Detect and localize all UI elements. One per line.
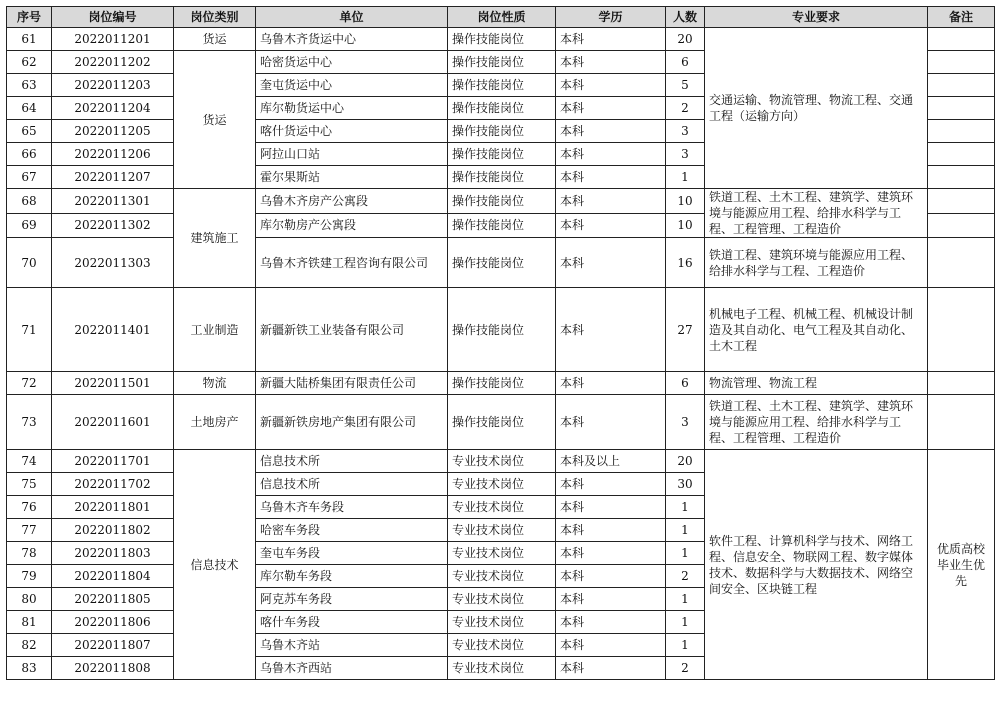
cell-count: 10 [666, 213, 705, 238]
cell-education: 本科 [556, 189, 666, 214]
cell-code: 2022011201 [52, 28, 174, 51]
cell-unit: 乌鲁木齐铁建工程咨询有限公司 [256, 238, 448, 288]
cell-no: 80 [7, 588, 52, 611]
cell-count: 1 [666, 542, 705, 565]
cell-nature: 专业技术岗位 [448, 450, 556, 473]
cell-count: 20 [666, 28, 705, 51]
cell-code: 2022011501 [52, 372, 174, 395]
cell-unit: 阿克苏车务段 [256, 588, 448, 611]
cell-code: 2022011802 [52, 519, 174, 542]
cell-no: 76 [7, 496, 52, 519]
cell-education: 本科 [556, 288, 666, 372]
cell-count: 1 [666, 611, 705, 634]
cell-count: 6 [666, 372, 705, 395]
table-row [7, 189, 995, 214]
cell-code: 2022011805 [52, 588, 174, 611]
cell-education: 本科 [556, 519, 666, 542]
cell-no: 64 [7, 97, 52, 120]
cell-count: 10 [666, 189, 705, 214]
cell-nature: 专业技术岗位 [448, 565, 556, 588]
cell-nature: 操作技能岗位 [448, 288, 556, 372]
cell-no: 79 [7, 565, 52, 588]
cell-note [928, 166, 995, 189]
cell-unit: 信息技术所 [256, 450, 448, 473]
cell-major: 机械电子工程、机械工程、机械设计制造及其自动化、电气工程及其自动化、土木工程 [705, 288, 928, 372]
cell-no: 74 [7, 450, 52, 473]
cell-note [928, 213, 995, 238]
cell-note [928, 189, 995, 214]
cell-no: 73 [7, 395, 52, 450]
cell-count: 6 [666, 51, 705, 74]
cell-nature: 操作技能岗位 [448, 51, 556, 74]
cell-code: 2022011303 [52, 238, 174, 288]
cell-unit: 奎屯货运中心 [256, 74, 448, 97]
cell-code: 2022011302 [52, 213, 174, 238]
cell-education: 本科 [556, 473, 666, 496]
cell-code: 2022011401 [52, 288, 174, 372]
cell-code: 2022011206 [52, 143, 174, 166]
cell-unit: 新疆新铁工业装备有限公司 [256, 288, 448, 372]
cell-note [928, 28, 995, 51]
cell-education: 本科 [556, 166, 666, 189]
cell-major: 铁道工程、土木工程、建筑学、建筑环境与能源应用工程、给排水科学与工程、工程管理、工程造价 [705, 189, 928, 238]
cell-nature: 专业技术岗位 [448, 519, 556, 542]
cell-category: 物流 [174, 372, 256, 395]
cell-code: 2022011806 [52, 611, 174, 634]
cell-note [928, 238, 995, 288]
cell-nature: 操作技能岗位 [448, 143, 556, 166]
cell-code: 2022011203 [52, 74, 174, 97]
cell-category: 货运 [174, 28, 256, 51]
cell-major: 铁道工程、建筑环境与能源应用工程、给排水科学与工程、工程造价 [705, 238, 928, 288]
cell-nature: 操作技能岗位 [448, 120, 556, 143]
cell-no: 66 [7, 143, 52, 166]
cell-education: 本科 [556, 74, 666, 97]
cell-nature: 操作技能岗位 [448, 97, 556, 120]
cell-unit: 霍尔果斯站 [256, 166, 448, 189]
cell-count: 5 [666, 74, 705, 97]
cell-no: 65 [7, 120, 52, 143]
table-row [7, 395, 995, 450]
cell-nature: 操作技能岗位 [448, 238, 556, 288]
cell-code: 2022011204 [52, 97, 174, 120]
cell-unit: 新疆新铁房地产集团有限公司 [256, 395, 448, 450]
cell-unit: 阿拉山口站 [256, 143, 448, 166]
cell-no: 78 [7, 542, 52, 565]
cell-count: 1 [666, 496, 705, 519]
header-code: 岗位编号 [52, 7, 174, 28]
cell-code: 2022011808 [52, 657, 174, 680]
cell-no: 71 [7, 288, 52, 372]
table-row [7, 238, 995, 288]
cell-unit: 哈密车务段 [256, 519, 448, 542]
cell-category: 土地房产 [174, 395, 256, 450]
cell-note [928, 143, 995, 166]
cell-nature: 操作技能岗位 [448, 166, 556, 189]
cell-unit: 喀什货运中心 [256, 120, 448, 143]
cell-unit: 乌鲁木齐站 [256, 634, 448, 657]
header-count: 人数 [666, 7, 705, 28]
cell-education: 本科 [556, 395, 666, 450]
cell-education: 本科 [556, 238, 666, 288]
cell-no: 69 [7, 213, 52, 238]
cell-count: 2 [666, 565, 705, 588]
table-header [7, 7, 995, 28]
cell-no: 81 [7, 611, 52, 634]
cell-count: 2 [666, 97, 705, 120]
cell-no: 83 [7, 657, 52, 680]
cell-code: 2022011301 [52, 189, 174, 214]
cell-education: 本科及以上 [556, 450, 666, 473]
cell-major: 软件工程、计算机科学与技术、网络工程、信息安全、物联网工程、数字媒体技术、数据科学与大数据技术、网络空间安全、区块链工程 [705, 450, 928, 680]
table-row [7, 450, 995, 473]
cell-count: 27 [666, 288, 705, 372]
cell-category: 工业制造 [174, 288, 256, 372]
cell-code: 2022011601 [52, 395, 174, 450]
cell-count: 1 [666, 634, 705, 657]
header-nature: 岗位性质 [448, 7, 556, 28]
cell-education: 本科 [556, 565, 666, 588]
cell-education: 本科 [556, 120, 666, 143]
header-category: 岗位类别 [174, 7, 256, 28]
cell-code: 2022011202 [52, 51, 174, 74]
cell-note [928, 288, 995, 372]
cell-no: 67 [7, 166, 52, 189]
cell-category: 信息技术 [174, 450, 256, 680]
cell-code: 2022011807 [52, 634, 174, 657]
cell-unit: 库尔勒车务段 [256, 565, 448, 588]
cell-nature: 操作技能岗位 [448, 189, 556, 214]
recruitment-table [6, 6, 995, 680]
cell-code: 2022011207 [52, 166, 174, 189]
cell-major: 物流管理、物流工程 [705, 372, 928, 395]
cell-category: 货运 [174, 51, 256, 189]
header-major: 专业要求 [705, 7, 928, 28]
header-note: 备注 [928, 7, 995, 28]
cell-education: 本科 [556, 213, 666, 238]
cell-no: 68 [7, 189, 52, 214]
cell-code: 2022011804 [52, 565, 174, 588]
cell-code: 2022011803 [52, 542, 174, 565]
cell-major: 交通运输、物流管理、物流工程、交通工程（运输方向） [705, 28, 928, 189]
cell-education: 本科 [556, 97, 666, 120]
cell-nature: 操作技能岗位 [448, 74, 556, 97]
cell-unit: 哈密货运中心 [256, 51, 448, 74]
cell-unit: 喀什车务段 [256, 611, 448, 634]
cell-note [928, 74, 995, 97]
cell-note: 优质高校毕业生优先 [928, 450, 995, 680]
cell-count: 3 [666, 120, 705, 143]
cell-count: 3 [666, 395, 705, 450]
cell-education: 本科 [556, 611, 666, 634]
cell-note [928, 395, 995, 450]
cell-education: 本科 [556, 51, 666, 74]
table-row [7, 288, 995, 372]
cell-unit: 乌鲁木齐西站 [256, 657, 448, 680]
cell-no: 82 [7, 634, 52, 657]
cell-nature: 专业技术岗位 [448, 588, 556, 611]
cell-education: 本科 [556, 496, 666, 519]
cell-no: 77 [7, 519, 52, 542]
cell-unit: 信息技术所 [256, 473, 448, 496]
cell-count: 20 [666, 450, 705, 473]
cell-education: 本科 [556, 634, 666, 657]
cell-unit: 新疆大陆桥集团有限责任公司 [256, 372, 448, 395]
table-row [7, 372, 995, 395]
cell-no: 62 [7, 51, 52, 74]
header-education: 学历 [556, 7, 666, 28]
cell-unit: 乌鲁木齐房产公寓段 [256, 189, 448, 214]
cell-count: 2 [666, 657, 705, 680]
cell-education: 本科 [556, 542, 666, 565]
cell-unit: 乌鲁木齐车务段 [256, 496, 448, 519]
cell-count: 30 [666, 473, 705, 496]
cell-count: 16 [666, 238, 705, 288]
cell-nature: 操作技能岗位 [448, 395, 556, 450]
cell-code: 2022011801 [52, 496, 174, 519]
cell-major: 铁道工程、土木工程、建筑学、建筑环境与能源应用工程、给排水科学与工程、工程管理、工程造价 [705, 395, 928, 450]
cell-no: 72 [7, 372, 52, 395]
cell-no: 63 [7, 74, 52, 97]
cell-category: 建筑施工 [174, 189, 256, 288]
cell-no: 75 [7, 473, 52, 496]
table-body [7, 28, 995, 680]
cell-note [928, 372, 995, 395]
cell-nature: 操作技能岗位 [448, 213, 556, 238]
cell-no: 70 [7, 238, 52, 288]
cell-count: 1 [666, 519, 705, 542]
header-unit: 单位 [256, 7, 448, 28]
cell-count: 3 [666, 143, 705, 166]
cell-nature: 专业技术岗位 [448, 542, 556, 565]
cell-note [928, 51, 995, 74]
cell-nature: 专业技术岗位 [448, 657, 556, 680]
cell-nature: 专业技术岗位 [448, 473, 556, 496]
header-row [7, 7, 995, 28]
cell-unit: 奎屯车务段 [256, 542, 448, 565]
cell-unit: 库尔勒房产公寓段 [256, 213, 448, 238]
header-no: 序号 [7, 7, 52, 28]
cell-note [928, 120, 995, 143]
cell-nature: 专业技术岗位 [448, 634, 556, 657]
cell-note [928, 97, 995, 120]
cell-nature: 专业技术岗位 [448, 496, 556, 519]
cell-education: 本科 [556, 588, 666, 611]
cell-count: 1 [666, 588, 705, 611]
cell-education: 本科 [556, 143, 666, 166]
cell-nature: 操作技能岗位 [448, 372, 556, 395]
cell-education: 本科 [556, 28, 666, 51]
cell-education: 本科 [556, 657, 666, 680]
table-row [7, 28, 995, 51]
cell-code: 2022011701 [52, 450, 174, 473]
cell-count: 1 [666, 166, 705, 189]
cell-code: 2022011702 [52, 473, 174, 496]
cell-no: 61 [7, 28, 52, 51]
cell-nature: 专业技术岗位 [448, 611, 556, 634]
cell-education: 本科 [556, 372, 666, 395]
cell-unit: 乌鲁木齐货运中心 [256, 28, 448, 51]
cell-unit: 库尔勒货运中心 [256, 97, 448, 120]
cell-nature: 操作技能岗位 [448, 28, 556, 51]
cell-code: 2022011205 [52, 120, 174, 143]
